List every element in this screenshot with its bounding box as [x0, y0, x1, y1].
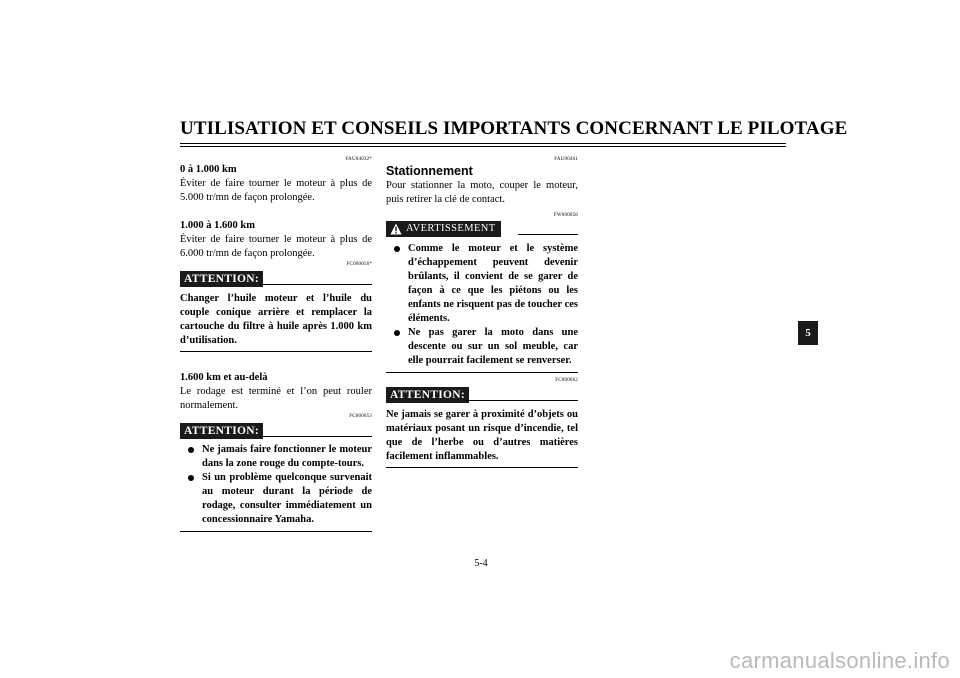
warning-label: AVERTISSEMENT: [386, 221, 501, 237]
caution-end-rule: [180, 531, 372, 532]
warning-list: [386, 242, 578, 368]
caution-text: Ne jamais se garer à proximité d’objets ou matériaux posant un risque d’incendie, tel que de l’herbe ou d’autres matières facilement inflammables.: [386, 409, 578, 462]
bullet-icon: [188, 475, 194, 481]
section-heading: 1.000 à 1.600 km: [180, 220, 255, 231]
list-item: Ne pas garer la moto dans une descente ou sur un sol meuble, car elle pourrait facilement se renverser.: [386, 326, 578, 368]
caution-rule: [466, 400, 578, 401]
caution-label: ATTENTION:: [386, 387, 469, 403]
caution-label: ATTENTION:: [180, 423, 263, 439]
watermark: carmanualsonline.info: [729, 648, 950, 673]
reference-code: FAU04032*: [345, 157, 372, 162]
bullet-icon: [188, 447, 194, 453]
page-title: UTILISATION ET CONSEILS IMPORTANTS CONCERNANT LE PILOTAGE: [180, 118, 848, 139]
chapter-tab: 5: [798, 321, 818, 345]
list-item: Comme le moteur et le système d’échappement peuvent devenir brûlants, il convient de se garer de façon à ce que les piétons ou les enfants ne risquent pas de toucher ces éléments.: [386, 242, 578, 326]
list-item: Si un problème quelconque survenait au moteur durant la période de rodage, consulter immédiatement un concessionnaire Yamaha.: [180, 471, 372, 527]
bullet-icon: [394, 330, 400, 336]
section-heading: 1.600 km et au-delà: [180, 372, 268, 383]
paragraph: Éviter de faire tourner le moteur à plus de 6.000 tr/mn de façon prolongée.: [180, 234, 372, 259]
paragraph: Éviter de faire tourner le moteur à plus de 5.000 tr/mn de façon prolongée.: [180, 178, 372, 203]
warning-triangle-icon: [390, 223, 402, 235]
warning-end-rule: [386, 372, 578, 373]
caution-end-rule: [386, 467, 578, 468]
page-number: 5-4: [474, 558, 488, 569]
caution-label: ATTENTION:: [180, 271, 263, 287]
reference-code: FC000056*: [346, 262, 372, 267]
header-rule-top: [180, 143, 786, 144]
reference-code: FW000058: [553, 213, 578, 218]
warning-rule: [518, 234, 578, 235]
warning-header: [386, 221, 578, 237]
list-item: Ne jamais faire fonctionner le moteur dans la zone rouge du compte-tours.: [180, 443, 372, 471]
bullet-icon: [394, 246, 400, 252]
caution-rule: [260, 284, 372, 285]
caution-list: [180, 443, 372, 527]
section-heading: 0 à 1.000 km: [180, 164, 237, 175]
reference-code: FAU00461: [554, 157, 578, 162]
section-heading: Stationnement: [386, 164, 473, 178]
caution-header: [386, 387, 578, 403]
caution-header: [180, 271, 372, 287]
header-rule-bottom: [180, 146, 786, 147]
reference-code: FC000062: [555, 378, 578, 383]
right-column: [386, 156, 578, 468]
caution-header: [180, 423, 372, 439]
left-column: [180, 156, 372, 532]
caution-rule: [260, 436, 372, 437]
caution-text: Changer l’huile moteur et l’huile du couple conique arrière et remplacer la cartouche du filtre à huile après 1.000 km d’utilisation.: [180, 293, 372, 346]
paragraph: Pour stationner la moto, couper le moteur, puis retirer la clé de contact.: [386, 180, 578, 205]
reference-code: FC000053: [349, 414, 372, 419]
paragraph: Le rodage est terminé et l’on peut rouler normalement.: [180, 386, 372, 411]
